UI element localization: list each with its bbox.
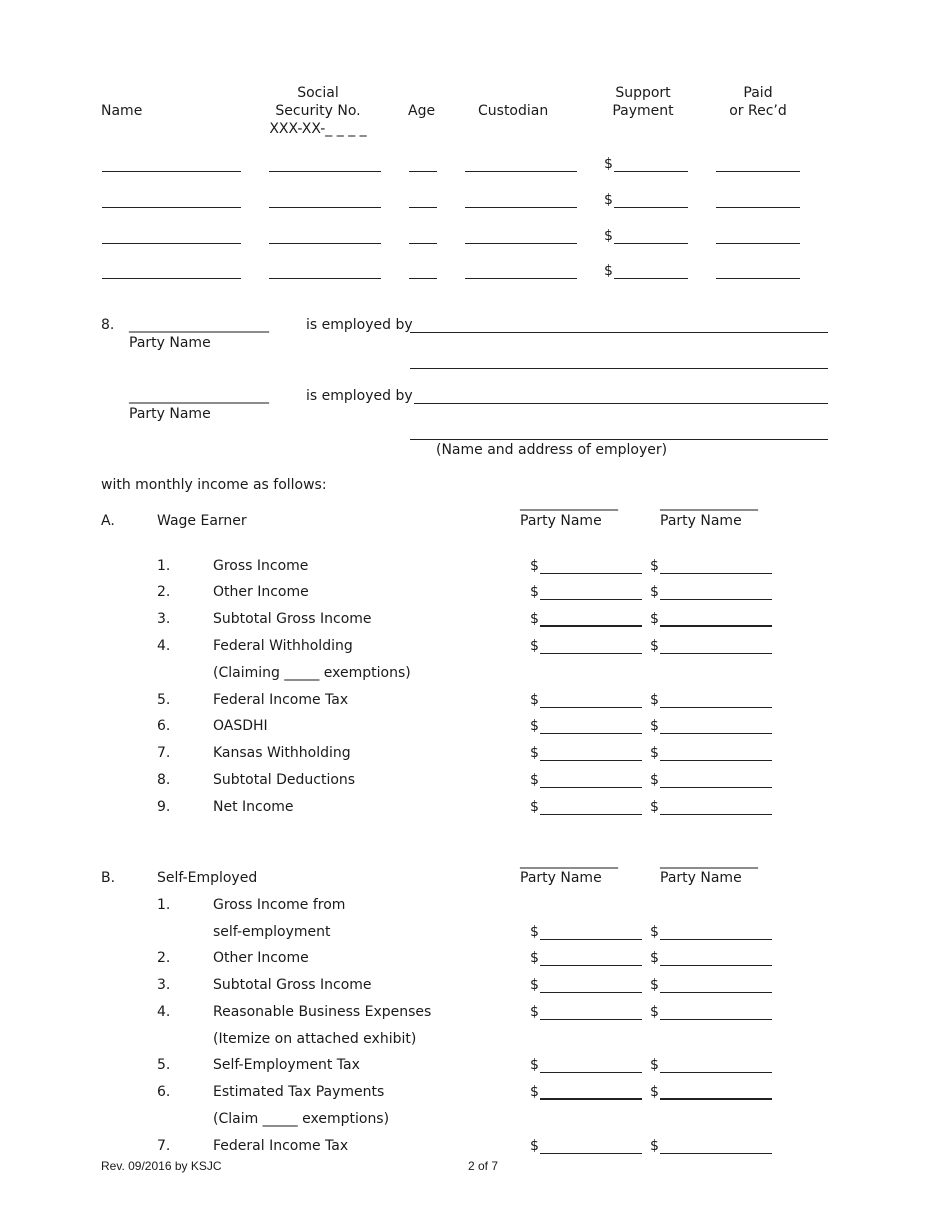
child-custodian-field[interactable] [465, 207, 577, 208]
item-label: Subtotal Gross Income [213, 611, 372, 627]
employer-field[interactable] [414, 403, 828, 404]
dollar-sign: $ [650, 692, 659, 708]
dollar-sign: $ [530, 692, 539, 708]
item-label: Federal Withholding [213, 638, 353, 654]
amount-field[interactable] [660, 573, 772, 574]
item-label: Reasonable Business Expenses [213, 1004, 432, 1020]
amount-field[interactable] [540, 814, 642, 815]
party-name-blank[interactable]: ____________________ [129, 317, 269, 333]
item-number: 3. [157, 611, 171, 627]
amount-field[interactable] [540, 939, 642, 940]
item-number: 6. [157, 718, 171, 734]
amount-field[interactable] [660, 1019, 772, 1020]
child-support-field[interactable] [614, 171, 688, 172]
dollar-sign: $ [530, 1138, 539, 1154]
item-label: Federal Income Tax [213, 692, 349, 708]
header-paid-line2: or Rec’d [729, 103, 787, 119]
dollar-sign: $ [530, 638, 539, 654]
employed-by-text: is employed by [306, 388, 413, 404]
header-name: Name [101, 103, 143, 119]
child-ssn-field[interactable] [269, 278, 381, 279]
dollar-sign: $ [650, 924, 659, 940]
item-number: 7. [157, 745, 171, 761]
dollar-sign: $ [604, 156, 613, 172]
child-support-field[interactable] [614, 207, 688, 208]
header-ssn-line3: XXX-XX-_ _ _ _ [269, 121, 367, 137]
income-intro: with monthly income as follows: [101, 477, 327, 493]
item-number: 8. [157, 772, 171, 788]
section-8-number: 8. [101, 317, 115, 333]
amount-field[interactable] [660, 965, 772, 966]
child-age-field[interactable] [409, 243, 437, 244]
amount-field[interactable] [660, 625, 772, 627]
section-b-title: Self-Employed [157, 870, 258, 886]
amount-field[interactable] [660, 1098, 772, 1100]
item-label: Gross Income from [213, 897, 346, 913]
item-label: Estimated Tax Payments [213, 1084, 385, 1100]
child-name-field[interactable] [102, 207, 241, 208]
item-number: 7. [157, 1138, 171, 1154]
employer-address-field[interactable] [410, 439, 828, 440]
header-ssn-line1: Social [297, 85, 339, 101]
party-name-caption: Party Name [129, 335, 211, 351]
party-name-caption: Party Name [129, 406, 211, 422]
item-number: 2. [157, 950, 171, 966]
header-custodian: Custodian [478, 103, 549, 119]
item-number: 5. [157, 692, 171, 708]
dollar-sign: $ [650, 638, 659, 654]
dollar-sign: $ [530, 718, 539, 734]
child-paid-field[interactable] [716, 171, 800, 172]
header-paid [713, 84, 803, 120]
amount-field[interactable] [540, 1072, 642, 1073]
dollar-sign: $ [530, 1057, 539, 1073]
amount-field[interactable] [540, 1098, 642, 1100]
item-label: Net Income [213, 799, 294, 815]
child-custodian-field[interactable] [465, 278, 577, 279]
employer-caption: (Name and address of employer) [436, 442, 668, 458]
amount-field[interactable] [660, 653, 772, 654]
amount-field[interactable] [540, 733, 642, 734]
party-name-caption: Party Name [660, 870, 742, 886]
amount-field[interactable] [540, 965, 642, 966]
amount-field[interactable] [540, 1153, 642, 1154]
section-b-letter: B. [101, 870, 116, 886]
child-name-field[interactable] [102, 171, 241, 172]
dollar-sign: $ [650, 950, 659, 966]
header-support [598, 84, 688, 120]
child-ssn-field[interactable] [269, 207, 381, 208]
dollar-sign: $ [604, 263, 613, 279]
item-number: 2. [157, 584, 171, 600]
page-number: 2 of 7 [468, 1159, 499, 1173]
amount-field[interactable] [540, 760, 642, 761]
header-support-line2: Payment [612, 103, 674, 119]
amount-field[interactable] [660, 939, 772, 940]
item-number: 4. [157, 1004, 171, 1020]
section-a-title: Wage Earner [157, 513, 247, 529]
item-number: 6. [157, 1084, 171, 1100]
amount-field[interactable] [660, 992, 772, 993]
amount-field[interactable] [540, 573, 642, 574]
party-name-blank[interactable]: ______________ [520, 853, 618, 869]
employer-address-field[interactable] [410, 368, 828, 369]
item-label: Gross Income [213, 558, 309, 574]
child-name-field[interactable] [102, 243, 241, 244]
dollar-sign: $ [650, 1057, 659, 1073]
header-age: Age [408, 103, 436, 119]
child-support-field[interactable] [614, 278, 688, 279]
dollar-sign: $ [650, 772, 659, 788]
child-age-field[interactable] [409, 278, 437, 279]
dollar-sign: $ [530, 772, 539, 788]
child-custodian-field[interactable] [465, 171, 577, 172]
amount-field[interactable] [660, 599, 772, 600]
dollar-sign: $ [530, 611, 539, 627]
item-label: Subtotal Gross Income [213, 977, 372, 993]
dollar-sign: $ [650, 799, 659, 815]
item-number: 9. [157, 799, 171, 815]
item-label: Subtotal Deductions [213, 772, 356, 788]
child-ssn-field[interactable] [269, 171, 381, 172]
dollar-sign: $ [650, 1138, 659, 1154]
item-label: Other Income [213, 950, 309, 966]
amount-field[interactable] [660, 733, 772, 734]
amount-field[interactable] [540, 992, 642, 993]
item-label: Kansas Withholding [213, 745, 351, 761]
amount-field[interactable] [660, 760, 772, 761]
dollar-sign: $ [530, 584, 539, 600]
dollar-sign: $ [650, 718, 659, 734]
child-age-field[interactable] [409, 171, 437, 172]
party-name-caption: Party Name [660, 513, 742, 529]
child-name-field[interactable] [102, 278, 241, 279]
header-ssn [258, 84, 378, 138]
child-custodian-field[interactable] [465, 243, 577, 244]
amount-field[interactable] [540, 653, 642, 654]
child-paid-field[interactable] [716, 207, 800, 208]
child-paid-field[interactable] [716, 278, 800, 279]
party-name-blank[interactable]: ______________ [520, 495, 618, 511]
amount-field[interactable] [540, 787, 642, 788]
amount-field[interactable] [540, 1019, 642, 1020]
dollar-sign: $ [650, 1084, 659, 1100]
dollar-sign: $ [530, 1004, 539, 1020]
header-ssn-line2: Security No. [275, 103, 361, 119]
dollar-sign: $ [604, 228, 613, 244]
dollar-sign: $ [650, 558, 659, 574]
header-paid-line1: Paid [743, 85, 773, 101]
party-name-caption: Party Name [520, 870, 602, 886]
dollar-sign: $ [530, 745, 539, 761]
dollar-sign: $ [650, 584, 659, 600]
amount-field[interactable] [660, 787, 772, 788]
item-label: (Claiming _____ exemptions) [213, 665, 411, 681]
amount-field[interactable] [540, 625, 642, 627]
party-name-blank[interactable]: ______________ [660, 495, 758, 511]
item-label: (Itemize on attached exhibit) [213, 1031, 417, 1047]
item-label: Other Income [213, 584, 309, 600]
amount-field[interactable] [660, 1153, 772, 1154]
item-number: 5. [157, 1057, 171, 1073]
dollar-sign: $ [530, 924, 539, 940]
child-ssn-field[interactable] [269, 243, 381, 244]
dollar-sign: $ [650, 977, 659, 993]
amount-field[interactable] [660, 1072, 772, 1073]
item-label: Self-Employment Tax [213, 1057, 360, 1073]
dollar-sign: $ [530, 558, 539, 574]
dollar-sign: $ [530, 977, 539, 993]
party-name-blank[interactable]: ____________________ [129, 388, 269, 404]
party-name-blank[interactable]: ______________ [660, 853, 758, 869]
dollar-sign: $ [530, 950, 539, 966]
amount-field[interactable] [540, 599, 642, 600]
employed-by-text: is employed by [306, 317, 413, 333]
dollar-sign: $ [650, 745, 659, 761]
item-number: 4. [157, 638, 171, 654]
item-label: self-employment [213, 924, 331, 940]
item-label: OASDHI [213, 718, 268, 734]
header-support-line1: Support [615, 85, 671, 101]
dollar-sign: $ [650, 1004, 659, 1020]
amount-field[interactable] [540, 707, 642, 708]
amount-field[interactable] [660, 814, 772, 815]
employer-field[interactable] [410, 332, 828, 333]
dollar-sign: $ [530, 799, 539, 815]
section-a-letter: A. [101, 513, 115, 529]
dollar-sign: $ [650, 611, 659, 627]
dollar-sign: $ [530, 1084, 539, 1100]
revision-note: Rev. 09/2016 by KSJC [101, 1159, 222, 1173]
child-support-field[interactable] [614, 243, 688, 244]
item-number: 1. [157, 897, 171, 913]
item-label: Federal Income Tax [213, 1138, 349, 1154]
item-number: 1. [157, 558, 171, 574]
amount-field[interactable] [660, 707, 772, 708]
child-paid-field[interactable] [716, 243, 800, 244]
item-label: (Claim _____ exemptions) [213, 1111, 390, 1127]
item-number: 3. [157, 977, 171, 993]
dollar-sign: $ [604, 192, 613, 208]
child-age-field[interactable] [409, 207, 437, 208]
party-name-caption: Party Name [520, 513, 602, 529]
